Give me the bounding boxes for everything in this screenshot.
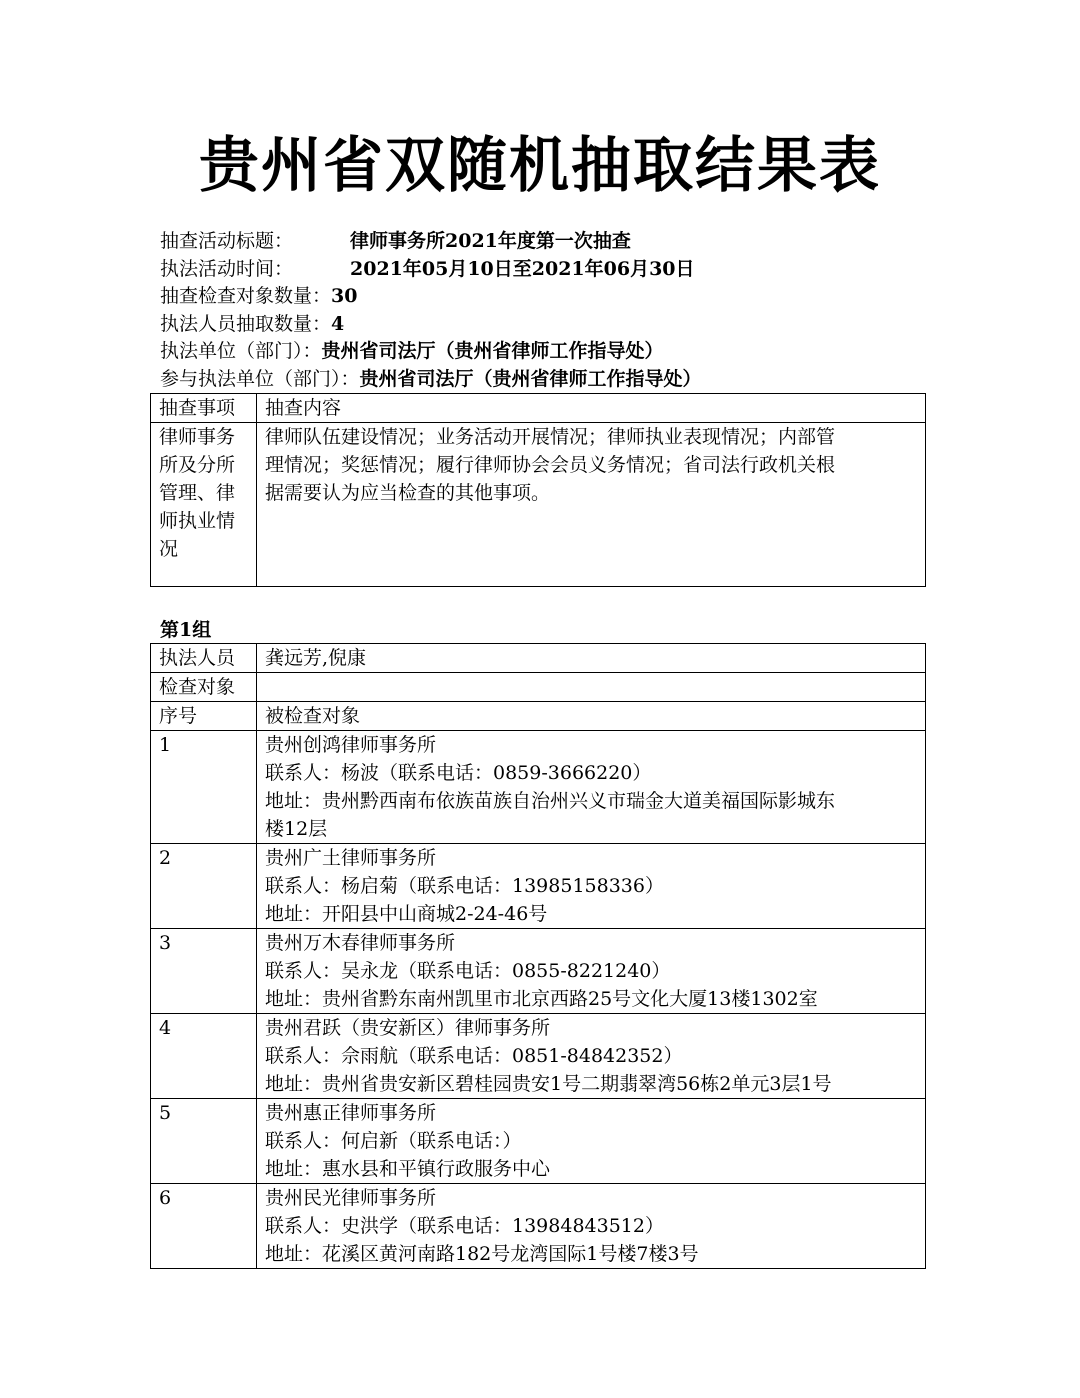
item-line: 管理、律 <box>159 482 236 504</box>
address-line: 地址：花溪区黄河南路182号龙湾国际1号楼7楼3号 <box>265 1243 699 1265</box>
contact-line: 联系人：杨波（联系电话：0859-3666220） <box>265 762 652 784</box>
table-row <box>151 1184 926 1269</box>
target-header: 被检查对象 <box>257 702 926 731</box>
seq-header: 序号 <box>151 702 257 731</box>
meta-object-count <box>160 283 702 311</box>
participating-unit-label: 参与执法单位（部门）： <box>160 367 360 390</box>
group-label: 第1组 <box>160 619 212 641</box>
seq-cell: 3 <box>151 929 257 1014</box>
unit-value: 贵州省司法厅（贵州省律师工作指导处） <box>321 340 664 362</box>
table-row <box>151 844 926 929</box>
seq-cell: 6 <box>151 1184 257 1269</box>
content-line: 理情况；奖惩情况；履行律师协会会员义务情况；省司法行政机关根 <box>265 454 836 476</box>
header-item: 抽查事项 <box>151 394 257 423</box>
meta-block <box>160 228 702 393</box>
seq-cell: 4 <box>151 1014 257 1099</box>
object-row <box>151 673 926 702</box>
staff-value: 龚远芳,倪康 <box>257 644 926 673</box>
activity-title-label: 抽查活动标题： <box>160 230 294 252</box>
table-header-row <box>151 394 926 423</box>
target-cell <box>257 844 926 929</box>
item-line: 律师事务 <box>159 426 236 448</box>
meta-time <box>160 256 702 284</box>
contact-line: 联系人：吴永龙（联系电话：0855-8221240） <box>265 960 671 982</box>
address-line: 地址：开阳县中山商城2-24-46号 <box>265 903 548 925</box>
firm-name: 贵州创鸿律师事务所 <box>265 734 437 756</box>
firm-name: 贵州民光律师事务所 <box>265 1187 437 1209</box>
item-line: 师执业情 <box>159 510 236 532</box>
target-cell <box>257 929 926 1014</box>
group-table <box>150 643 926 1269</box>
staff-count-value: 4 <box>331 312 345 335</box>
firm-name: 贵州惠正律师事务所 <box>265 1102 437 1124</box>
content-cell <box>257 423 926 587</box>
address-line: 地址：惠水县和平镇行政服务中心 <box>265 1158 551 1180</box>
target-cell <box>257 1014 926 1099</box>
object-count-value: 30 <box>331 285 358 307</box>
staff-label: 执法人员 <box>151 644 257 673</box>
meta-unit <box>160 338 702 366</box>
contact-line: 联系人：史洪学（联系电话：13984843512） <box>265 1215 664 1237</box>
item-line: 所及分所 <box>159 454 236 476</box>
content-line: 据需要认为应当检查的其他事项。 <box>265 482 551 504</box>
seq-cell: 1 <box>151 731 257 844</box>
firm-name: 贵州广土律师事务所 <box>265 847 437 869</box>
participating-unit-value: 贵州省司法厅（贵州省律师工作指导处） <box>359 367 702 390</box>
firm-name: 贵州万木春律师事务所 <box>265 932 456 954</box>
activity-title-value: 律师事务所2021年度第一次抽查 <box>350 230 631 252</box>
inspection-items-table <box>150 393 926 587</box>
meta-staff-count <box>160 311 702 339</box>
table-row <box>151 731 926 844</box>
object-label: 检查对象 <box>151 673 257 702</box>
object-count-label: 抽查检查对象数量： <box>160 285 332 307</box>
table-row <box>151 1014 926 1099</box>
staff-row <box>151 644 926 673</box>
seq-cell: 5 <box>151 1099 257 1184</box>
target-cell <box>257 1184 926 1269</box>
table-row <box>151 929 926 1014</box>
item-cell <box>151 423 257 587</box>
object-value <box>257 673 926 702</box>
firm-name: 贵州君跃（贵安新区）律师事务所 <box>265 1017 551 1039</box>
address-line-cont: 楼12层 <box>265 818 328 840</box>
target-cell <box>257 1099 926 1184</box>
item-line: 况 <box>159 538 179 560</box>
staff-count-label: 执法人员抽取数量： <box>160 312 332 335</box>
contact-line: 联系人：佘雨航（联系电话：0851-84842352） <box>265 1045 683 1067</box>
table-row <box>151 423 926 587</box>
address-line: 地址：贵州黔西南布依族苗族自治州兴义市瑞金大道美福国际影城东 <box>265 790 836 812</box>
content-line: 律师队伍建设情况；业务活动开展情况；律师执业表现情况；内部管 <box>265 426 836 448</box>
meta-participating-unit <box>160 366 702 394</box>
target-cell <box>257 731 926 844</box>
time-value: 2021年05月10日至2021年06月30日 <box>350 257 695 280</box>
contact-line: 联系人：何启新（联系电话：） <box>265 1130 522 1152</box>
seq-cell: 2 <box>151 844 257 929</box>
header-row <box>151 702 926 731</box>
table-row <box>151 1099 926 1184</box>
contact-line: 联系人：杨启菊（联系电话：13985158336） <box>265 875 664 897</box>
address-line: 地址：贵州省贵安新区碧桂园贵安1号二期翡翠湾56栋2单元3层1号 <box>265 1073 832 1095</box>
header-content: 抽查内容 <box>257 394 926 423</box>
unit-label: 执法单位（部门）： <box>160 340 322 362</box>
meta-activity-title <box>160 228 702 256</box>
time-label: 执法活动时间： <box>160 257 294 280</box>
page-title: 贵州省双随机抽取结果表 <box>199 131 881 201</box>
address-line: 地址：贵州省黔东南州凯里市北京西路25号文化大厦13楼1302室 <box>265 988 818 1010</box>
